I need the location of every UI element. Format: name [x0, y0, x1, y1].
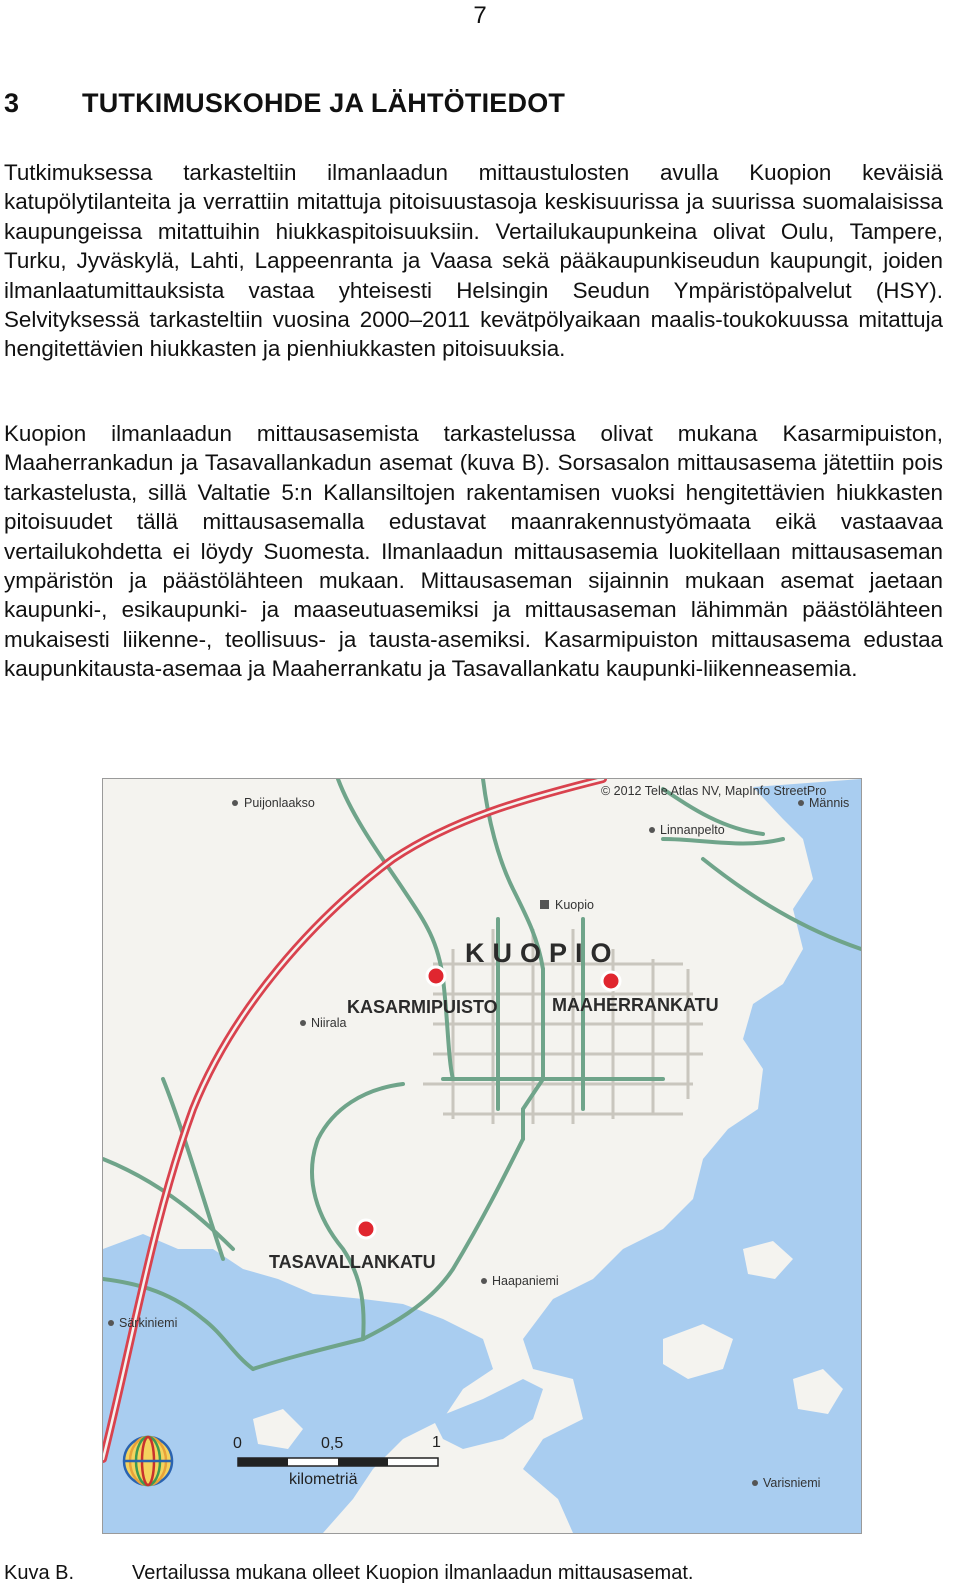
place-dot	[481, 1278, 487, 1284]
place-dot	[300, 1020, 306, 1026]
place-dot	[798, 800, 804, 806]
map-figure	[102, 778, 862, 1534]
section-title: TUTKIMUSKOHDE JA LÄHTÖTIEDOT	[82, 88, 566, 118]
section-heading	[4, 88, 565, 119]
scale-tick-mid: 0,5	[321, 1435, 344, 1452]
place-puijonlaakso: Puijonlaakso	[244, 796, 315, 810]
scale-bar-segment	[238, 1458, 288, 1466]
station-marker-maaherrankatu	[602, 972, 620, 990]
paragraph-2: Kuopion ilmanlaadun mittausasemista tarkastelussa olivat mukana Kasarmipuiston, Maaherrankadun ja Tasavallankadun asemat (kuva B). Sorsasalon mittausasema jätettiin pois tarkastelusta, sillä Valtatie 5:n Kallansiltojen rakentamisen vuoksi hengitettävien hiukkasten pitoisuudet tällä mittausasemalla edustavat maanrakennustyömaata eikä vastaavaa vertailukohdetta ei löydy Suomesta. Ilmanlaadun mittausasemia luokitellaan mittausaseman ympäristön ja päästölähteen mukaan. Mittausaseman sijainnin mukaan asemat jaetaan kaupunki-, esikaupunki- ja maaseutuasemiksi ja mittausaseman lähimmän päästölähteen mukaisesti liikenne-, teollisuus- ja tausta-asemiksi. Kasarmipuiston mittausasema edustaa kaupunkitausta-asemaa ja Maaherrankatu ja Tasavallankatu kaupunki-liikenneasemia.	[4, 421, 943, 682]
place-mannis: Männis	[809, 796, 850, 810]
section-number: 3	[4, 88, 20, 118]
place-sarkiniemi: Särkiniemi	[119, 1316, 178, 1330]
place-dot	[108, 1320, 114, 1326]
map-city-label: KUOPIO	[465, 938, 620, 968]
station-marker-tasavallankatu	[357, 1220, 375, 1238]
place-dot	[649, 827, 655, 833]
map-copyright: © 2012 Tele Atlas NV, MapInfo StreetPro	[601, 784, 827, 798]
station-label-maaherrankatu: MAAHERRANKATU	[552, 995, 719, 1015]
place-dot	[752, 1480, 758, 1486]
caption-text: Vertailussa mukana olleet Kuopion ilmanlaadun mittausasemat.	[132, 1562, 694, 1584]
page-number: 7	[473, 2, 487, 29]
paragraph-1: Tutkimuksessa tarkasteltiin ilmanlaadun mittaustulosten avulla Kuopion keväisiä katupölytilanteita ja verrattiin mitattuja pitoisuustasoja keskisuurissa ja suurissa suomalaisissa kaupungeissa mitattuihin hiukkaspitoisuuksiin. Vertailukaupunkeina olivat Oulu, Tampere, Turku, Jyväskylä, Lahti, Lappeenranta ja Vaasa sekä pääkaupunkiseudun kaupungit, joiden ilmanlaatumittauksista vastaa yhteisesti Helsingin Seudun Ympäristöpalvelut (HSY). Selvityksessä tarkasteltiin vuosina 2000–2011 kevätpölyaikaan maalis-toukokuussa mitattuja hengitettävien hiukkasten ja pienhiukkasten pitoisuuksia.	[4, 160, 943, 362]
place-varisniemi: Varisniemi	[763, 1476, 821, 1490]
station-label-tasavallankatu: TASAVALLANKATU	[269, 1252, 436, 1272]
scale-tick-0: 0	[233, 1435, 242, 1452]
station-label-kasarmipuisto: KASARMIPUISTO	[347, 997, 498, 1017]
caption-label: Kuva B.	[4, 1562, 75, 1584]
globe-logo-icon	[124, 1437, 172, 1485]
place-haapaniemi: Haapaniemi	[492, 1274, 559, 1288]
map-svg	[103, 779, 861, 1533]
place-linnanpelto: Linnanpelto	[660, 823, 725, 837]
place-dot	[232, 800, 238, 806]
scale-tick-1: 1	[432, 1434, 441, 1451]
scale-bar-segment	[338, 1458, 388, 1466]
kuopio-square-icon	[540, 900, 549, 909]
scale-unit: kilometriä	[289, 1471, 358, 1488]
station-marker-kasarmipuisto	[427, 967, 445, 985]
figure-caption	[4, 1562, 693, 1585]
place-kuopio-small: Kuopio	[555, 898, 594, 912]
place-niirala: Niirala	[311, 1016, 347, 1030]
